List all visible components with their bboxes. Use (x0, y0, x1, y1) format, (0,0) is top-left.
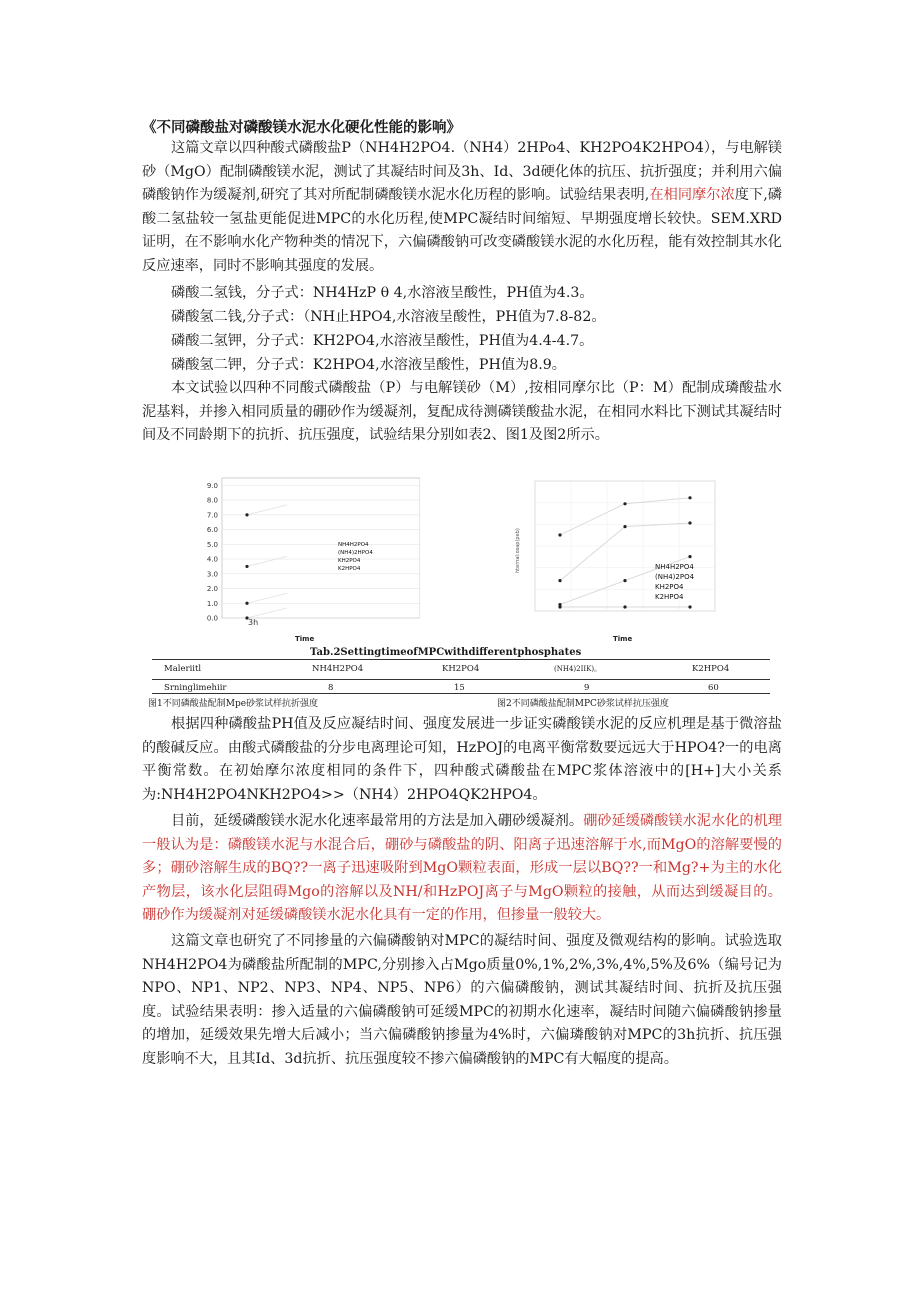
paragraph-summary (142, 137, 782, 279)
chart1-y-tick-label: 8.0 (206, 496, 218, 505)
chart2-data-point (688, 521, 691, 524)
figure-2-chart (505, 473, 745, 648)
chart1-data-point (245, 565, 248, 568)
table-title: Tab.2SettingtimeofMPCwithdifferentphosphates (310, 647, 582, 658)
summary-text-a: 这篇文章以四种酸式磷酸盐P（NH4H2PO4.（NH4）2HPo4、KH2PO4K2HPO4），与电解镁砂（MgO）配制磷酸镁水泥，测试了其凝结时间及3h、Id、3d硬化体的抗压、抗折强度；并利用六偏磷酸钠作为缓凝剂,研究了其对所配制磷酸镁水泥水化历程的影响。试验结果表明, (142, 140, 782, 204)
chart2-y-label: hternaI:osap(peb) (515, 528, 521, 573)
table-top-rule (152, 659, 770, 660)
chart1-data-point (245, 602, 248, 605)
retarder-highlight: 硼砂延缓磷酸镁水泥水化的机理一般认为是：磷酸镁水泥与水混合后，硼砂与磷酸盐的阴、阳离子迅速溶解于水,而MgO的溶解要慢的多；硼砂溶解生成的BQ??一离子迅速吸附到MgO颗粒表面，形成一层以BQ??一和Mg?+为主的水化产物层，该水化层阻碍Mgo的溶解以及NH/和HzPOJ离子与MgO颗粒的接触，从而达到缓凝目的。硼砂作为缓凝剂对延缓磷酸镁水泥水化具有一定的作用，但掺量一般较大。 (142, 813, 782, 924)
figure-1-chart (190, 473, 420, 648)
table-cell: 8 (328, 683, 334, 693)
chart2-legend-item: NH4H2PO4 (655, 563, 694, 571)
chart2-data-point (623, 605, 626, 608)
chart1-legend-item: (NH4)2HPO4 (338, 550, 373, 556)
chart1-y-tick-label: 6.0 (206, 526, 218, 535)
formula-line-3: 磷酸二氢钾，分子式：KH2PO4,水溶液呈酸性，PH值为4.4-4.7。 (171, 333, 594, 349)
table-cell: 9 (584, 683, 590, 693)
chart1-y-tick-label: 4.0 (206, 555, 218, 564)
chart2-legend-item: KH2PO4 (655, 583, 684, 591)
chart2-data-point (623, 579, 626, 582)
table-cell: Srninglimehiir (164, 683, 227, 693)
chart2-data-point (558, 605, 561, 608)
table-header-cell: Maleriitl (164, 664, 202, 674)
chart2-data-point (688, 605, 691, 608)
chart1-data-point (245, 513, 248, 516)
chart2-data-point (558, 533, 561, 536)
table-header-cell: K2HPO4 (692, 664, 730, 674)
chart1-y-tick-label: 7.0 (206, 511, 218, 520)
table-header-cell: (NH4)2IIK)。 (554, 665, 602, 673)
chart1-x-category: 3h (248, 618, 259, 627)
table-header-cell: NH4H2PO4 (312, 664, 364, 674)
chart1-y-tick-label: 2.0 (206, 585, 218, 594)
table-cell: 60 (708, 683, 719, 693)
chart1-y-tick-label: 5.0 (206, 540, 218, 549)
summary-text-b: 度下,磷酸二氢盐较一氢盐更能促进MPC的水化历程,使MPC凝结时间缩短、早期强度增长较快。SEM.XRD证明，在不影响水化产物种类的情况下，六偏磷酸钠可改变磷酸镁水泥的水化历程，能有效控制其水化反应速率，同时不影响其强度的发展。 (142, 187, 782, 274)
formula-line-4: 磷酸氢二钾，分子式：K2HPO4,水溶液呈酸性，PH值为8.9。 (171, 357, 566, 373)
chart1-y-tick-label: 1.0 (206, 599, 218, 608)
chart1-y-tick-label: 0.0 (206, 614, 218, 623)
article-title: 《不同磷酸盐对磷酸镁水泥水化硬化性能的影响》 (142, 120, 461, 136)
chart2-data-point (558, 579, 561, 582)
chart2-x-label: Time (613, 635, 633, 643)
chart1-x-label: Time (295, 635, 315, 643)
chart2-data-point (623, 502, 626, 505)
chart2-legend-item: (NH4)2PO4 (655, 573, 695, 581)
paragraph-retarder (142, 810, 782, 928)
chart1-y-tick-label: 3.0 (206, 570, 218, 579)
paragraph-mechanism: 根据四种磷酸盐PH值及反应凝结时间、强度发展进一步证实磷酸镁水泥的反应机理是基于微溶盐的酸碱反应。由酸式磷酸盐的分步电离理论可知，HzPOJ的电离平衡常数要远远大于HPO4?一的电离平衡常数。在初始摩尔浓度相同的条件下，四种酸式磷酸盐在MPC浆体溶液中的[H+]大小关系为:NH4H2PO4NKH2PO4>>（NH4）2HPO4QK2HPO4。 (142, 716, 782, 803)
chart1-plot-frame (222, 478, 420, 618)
table-header-cell: KH2PO4 (442, 664, 480, 674)
chart2-data-point (623, 525, 626, 528)
chart2-legend-item: K2HPO4 (655, 593, 684, 601)
retarder-text: 目前，延缓磷酸镁水泥水化速率最常用的方法是加入硼砂缓凝剂。 (171, 813, 584, 829)
chart2-data-point (688, 496, 691, 499)
summary-highlight: 在相同摩尔浓 (649, 187, 735, 204)
formula-line-1: 磷酸二氢钱，分子式：NH4HzP θ 4,水溶液呈酸性，PH值为4.3。 (171, 285, 594, 301)
paragraph-hexametaphosphate: 这篇文章也研究了不同掺量的六偏磷酸钠对MPC的凝结时间、强度及微观结构的影响。试验选取NH4H2PO4为磷酸盐所配制的MPC,分别掺入占Mgo质量0%,1%,2%,3%,4%,5%及6%（编号记为NPO、NP1、NP2、NP3、NP4、NP5、NP6）的六偏磷酸钠，测试其凝结时间、抗折及抗压强度。试验结果表明：掺入适量的六偏磷酸钠可延缓MPC的初期水化速率，凝结时间随六偏磷酸钠掺量的增加，延缓效果先增大后减小；当六偏磷酸钠掺量为4%时，六偏璘酸钠对MPC的3h抗折、抗压强度影响不大，且其Id、3d抗折、抗压强度较不掺六偏磷酸钠的MPC有大幅度的提高。 (142, 933, 782, 1067)
paragraph-method: 本文试验以四种不同酸式磷酸盐（P）与电解镁砂（M）,按相同摩尔比（P：M）配制成璘酸盐水泥基料，并掺入相同质量的硼砂作为缓凝剂，复配成待测磷镁酸盐水泥，在相同水料比下测试其凝结时间及不同龄期下的抗折、抗压强度，试验结果分别如表2、图1及图2所示。 (142, 380, 782, 444)
table-mid-rule (152, 679, 770, 680)
chart2-data-point (688, 555, 691, 558)
chart1-y-tick-label: 9.0 (206, 481, 218, 490)
formula-line-2: 磷酸氢二钱,分子式：（NH止HPO4,水溶液呈酸性，PH值为7.8-82。 (171, 309, 606, 325)
figure-2-caption: 图2不同磷酸盐配制MPC砂浆试样抗压强度 (497, 699, 669, 709)
chart1-legend-item: NH4H2PO4 (338, 542, 369, 548)
chart1-legend-item: K2HPO4 (338, 566, 361, 572)
chart1-legend-item: KH2PO4 (338, 558, 361, 564)
table-bottom-rule (152, 693, 770, 694)
figure-1-caption: 图1不同磷酸盐配制Mpe砂浆试样抗折强度 (148, 699, 319, 709)
table-cell: 15 (454, 683, 465, 693)
